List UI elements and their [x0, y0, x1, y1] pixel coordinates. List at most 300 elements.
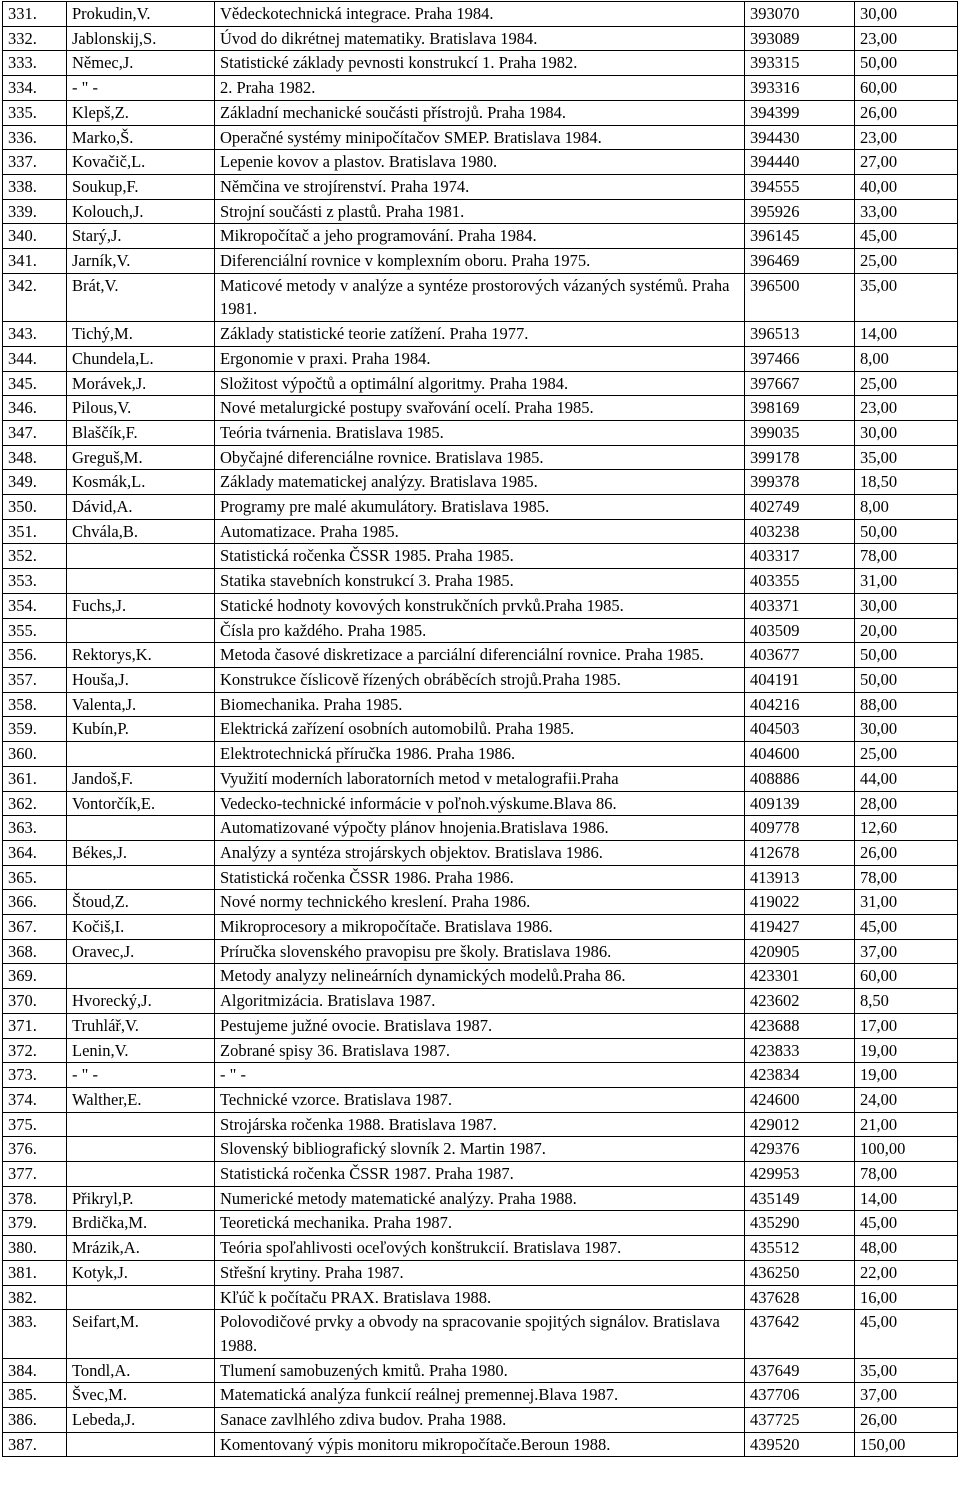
table-row — [3, 865, 958, 890]
price-cell: 19,00 — [855, 1038, 958, 1063]
inventory-number: 399035 — [745, 420, 855, 445]
book-catalog-table — [2, 1, 958, 1457]
inventory-number: 402749 — [745, 495, 855, 520]
table-row — [3, 495, 958, 520]
entry-number: 376. — [3, 1137, 67, 1162]
inventory-number: 397466 — [745, 346, 855, 371]
entry-number: 336. — [3, 125, 67, 150]
table-row — [3, 890, 958, 915]
title-cell: Statické hodnoty kovových konstrukčních prvků.Praha 1985. — [215, 593, 745, 618]
title-cell: Obyčajné diferenciálne rovnice. Bratislava 1985. — [215, 445, 745, 470]
table-row — [3, 1186, 958, 1211]
price-cell: 50,00 — [855, 667, 958, 692]
table-row — [3, 26, 958, 51]
entry-number: 361. — [3, 766, 67, 791]
title-cell: Lepenie kovov a plastov. Bratislava 1980. — [215, 150, 745, 175]
entry-number: 360. — [3, 742, 67, 767]
title-cell: Analýzy a syntéza strojárskych objektov. Bratislava 1986. — [215, 840, 745, 865]
author-cell: Dávid,A. — [67, 495, 215, 520]
price-cell: 28,00 — [855, 791, 958, 816]
price-cell: 45,00 — [855, 1211, 958, 1236]
author-cell: Kolouch,J. — [67, 199, 215, 224]
entry-number: 366. — [3, 890, 67, 915]
author-cell: Jarník,V. — [67, 249, 215, 274]
author-cell: Kubín,P. — [67, 717, 215, 742]
price-cell: 60,00 — [855, 76, 958, 101]
title-cell: Vědeckotechnická integrace. Praha 1984. — [215, 2, 745, 27]
table-row — [3, 396, 958, 421]
title-cell: Matematická analýza funkcií reálnej premennej.Blava 1987. — [215, 1383, 745, 1408]
table-row — [3, 569, 958, 594]
inventory-number: 423688 — [745, 1013, 855, 1038]
author-cell: Brát,V. — [67, 273, 215, 321]
price-cell: 35,00 — [855, 273, 958, 321]
entry-number: 373. — [3, 1063, 67, 1088]
author-cell: Békes,J. — [67, 840, 215, 865]
table-row — [3, 766, 958, 791]
table-row — [3, 915, 958, 940]
title-cell: Zobrané spisy 36. Bratislava 1987. — [215, 1038, 745, 1063]
author-cell: Kotyk,J. — [67, 1260, 215, 1285]
price-cell: 19,00 — [855, 1063, 958, 1088]
entry-number: 339. — [3, 199, 67, 224]
author-cell — [67, 865, 215, 890]
title-cell: 2. Praha 1982. — [215, 76, 745, 101]
inventory-number: 404600 — [745, 742, 855, 767]
table-row — [3, 667, 958, 692]
author-cell — [67, 742, 215, 767]
price-cell: 150,00 — [855, 1432, 958, 1457]
inventory-number: 423833 — [745, 1038, 855, 1063]
price-cell: 33,00 — [855, 199, 958, 224]
table-row — [3, 717, 958, 742]
inventory-number: 396469 — [745, 249, 855, 274]
entry-number: 386. — [3, 1408, 67, 1433]
author-cell: Brdička,M. — [67, 1211, 215, 1236]
entry-number: 331. — [3, 2, 67, 27]
table-row — [3, 1087, 958, 1112]
entry-number: 332. — [3, 26, 67, 51]
entry-number: 354. — [3, 593, 67, 618]
inventory-number: 429012 — [745, 1112, 855, 1137]
table-row — [3, 2, 958, 27]
inventory-number: 393315 — [745, 51, 855, 76]
title-cell: Tlumení samobuzených kmitů. Praha 1980. — [215, 1358, 745, 1383]
price-cell: 48,00 — [855, 1236, 958, 1261]
inventory-number: 403238 — [745, 519, 855, 544]
title-cell: Kľúč k počítaču PRAX. Bratislava 1988. — [215, 1285, 745, 1310]
inventory-number: 437628 — [745, 1285, 855, 1310]
author-cell — [67, 544, 215, 569]
table-row — [3, 593, 958, 618]
title-cell: Automatizované výpočty plánov hnojenia.Bratislava 1986. — [215, 816, 745, 841]
table-row — [3, 816, 958, 841]
title-cell: Střešní krytiny. Praha 1987. — [215, 1260, 745, 1285]
price-cell: 30,00 — [855, 717, 958, 742]
author-cell: Lebeda,J. — [67, 1408, 215, 1433]
inventory-number: 439520 — [745, 1432, 855, 1457]
price-cell: 78,00 — [855, 865, 958, 890]
title-cell: Maticové metody v analýze a syntéze prostorových vázaných systémů. Praha 1981. — [215, 273, 745, 321]
author-cell — [67, 618, 215, 643]
title-cell: Numerické metody matematické analýzy. Praha 1988. — [215, 1186, 745, 1211]
price-cell: 45,00 — [855, 1310, 958, 1358]
inventory-number: 393316 — [745, 76, 855, 101]
price-cell: 17,00 — [855, 1013, 958, 1038]
inventory-number: 412678 — [745, 840, 855, 865]
table-row — [3, 346, 958, 371]
table-row — [3, 150, 958, 175]
title-cell: Komentovaný výpis monitoru mikropočítače.Beroun 1988. — [215, 1432, 745, 1457]
author-cell: Němec,J. — [67, 51, 215, 76]
title-cell: Metoda časové diskretizace a parciální diferenciální rovnice. Praha 1985. — [215, 643, 745, 668]
inventory-number: 420905 — [745, 939, 855, 964]
inventory-number: 404216 — [745, 692, 855, 717]
table-row — [3, 519, 958, 544]
author-cell — [67, 964, 215, 989]
entry-number: 359. — [3, 717, 67, 742]
author-cell: Soukup,F. — [67, 174, 215, 199]
price-cell: 50,00 — [855, 643, 958, 668]
author-cell — [67, 569, 215, 594]
table-row — [3, 742, 958, 767]
title-cell: Konstrukce číslicově řízených obráběcích strojů.Praha 1985. — [215, 667, 745, 692]
author-cell: Blaščík,F. — [67, 420, 215, 445]
inventory-number: 409139 — [745, 791, 855, 816]
title-cell: Využití moderních laboratorních metod v metalografii.Praha — [215, 766, 745, 791]
entry-number: 357. — [3, 667, 67, 692]
table-row — [3, 1310, 958, 1358]
title-cell: Automatizace. Praha 1985. — [215, 519, 745, 544]
author-cell: - " - — [67, 76, 215, 101]
entry-number: 365. — [3, 865, 67, 890]
price-cell: 25,00 — [855, 742, 958, 767]
author-cell — [67, 1432, 215, 1457]
title-cell: Vedecko-technické informácie v poľnoh.výskume.Blava 86. — [215, 791, 745, 816]
table-row — [3, 1162, 958, 1187]
entry-number: 356. — [3, 643, 67, 668]
author-cell: - " - — [67, 1063, 215, 1088]
author-cell: Fuchs,J. — [67, 593, 215, 618]
title-cell: Sanace zavlhlého zdiva budov. Praha 1988. — [215, 1408, 745, 1433]
inventory-number: 437649 — [745, 1358, 855, 1383]
entry-number: 337. — [3, 150, 67, 175]
title-cell: Statistické základy pevnosti konstrukcí 1. Praha 1982. — [215, 51, 745, 76]
author-cell: Kovačič,L. — [67, 150, 215, 175]
author-cell: Švec,M. — [67, 1383, 215, 1408]
author-cell: Prokudin,V. — [67, 2, 215, 27]
price-cell: 26,00 — [855, 100, 958, 125]
price-cell: 30,00 — [855, 593, 958, 618]
price-cell: 45,00 — [855, 224, 958, 249]
inventory-number: 397667 — [745, 371, 855, 396]
price-cell: 30,00 — [855, 2, 958, 27]
inventory-number: 404503 — [745, 717, 855, 742]
catalog-body — [3, 2, 958, 1457]
price-cell: 8,50 — [855, 989, 958, 1014]
price-cell: 100,00 — [855, 1137, 958, 1162]
table-row — [3, 1358, 958, 1383]
inventory-number: 396145 — [745, 224, 855, 249]
entry-number: 381. — [3, 1260, 67, 1285]
title-cell: Statistická ročenka ČSSR 1985. Praha 1985. — [215, 544, 745, 569]
author-cell: Rektorys,K. — [67, 643, 215, 668]
price-cell: 16,00 — [855, 1285, 958, 1310]
table-row — [3, 273, 958, 321]
table-row — [3, 643, 958, 668]
entry-number: 387. — [3, 1432, 67, 1457]
title-cell: Ergonomie v praxi. Praha 1984. — [215, 346, 745, 371]
price-cell: 37,00 — [855, 939, 958, 964]
title-cell: Statika stavebních konstrukcí 3. Praha 1985. — [215, 569, 745, 594]
price-cell: 25,00 — [855, 249, 958, 274]
table-row — [3, 1137, 958, 1162]
price-cell: 18,50 — [855, 470, 958, 495]
title-cell: Teória spoľahlivosti oceľových konštrukcií. Bratislava 1987. — [215, 1236, 745, 1261]
inventory-number: 393089 — [745, 26, 855, 51]
table-row — [3, 692, 958, 717]
author-cell: Přikryl,P. — [67, 1186, 215, 1211]
price-cell: 31,00 — [855, 890, 958, 915]
table-row — [3, 939, 958, 964]
inventory-number: 419022 — [745, 890, 855, 915]
price-cell: 8,00 — [855, 346, 958, 371]
entry-number: 377. — [3, 1162, 67, 1187]
author-cell: Pilous,V. — [67, 396, 215, 421]
price-cell: 22,00 — [855, 1260, 958, 1285]
title-cell: Operačné systémy minipočítačov SMEP. Bratislava 1984. — [215, 125, 745, 150]
price-cell: 14,00 — [855, 1186, 958, 1211]
price-cell: 60,00 — [855, 964, 958, 989]
price-cell: 50,00 — [855, 519, 958, 544]
inventory-number: 403355 — [745, 569, 855, 594]
entry-number: 340. — [3, 224, 67, 249]
inventory-number: 403509 — [745, 618, 855, 643]
table-row — [3, 322, 958, 347]
title-cell: Polovodičové prvky a obvody na spracovanie spojitých signálov. Bratislava 1988. — [215, 1310, 745, 1358]
entry-number: 379. — [3, 1211, 67, 1236]
author-cell — [67, 1137, 215, 1162]
title-cell: Pestujeme južné ovocie. Bratislava 1987. — [215, 1013, 745, 1038]
inventory-number: 435149 — [745, 1186, 855, 1211]
entry-number: 335. — [3, 100, 67, 125]
entry-number: 338. — [3, 174, 67, 199]
author-cell — [67, 1285, 215, 1310]
inventory-number: 413913 — [745, 865, 855, 890]
table-row — [3, 470, 958, 495]
inventory-number: 437725 — [745, 1408, 855, 1433]
entry-number: 343. — [3, 322, 67, 347]
inventory-number: 423301 — [745, 964, 855, 989]
entry-number: 370. — [3, 989, 67, 1014]
price-cell: 14,00 — [855, 322, 958, 347]
table-row — [3, 1285, 958, 1310]
table-row — [3, 125, 958, 150]
table-row — [3, 1211, 958, 1236]
table-row — [3, 1236, 958, 1261]
entry-number: 334. — [3, 76, 67, 101]
inventory-number: 437706 — [745, 1383, 855, 1408]
table-row — [3, 224, 958, 249]
entry-number: 346. — [3, 396, 67, 421]
entry-number: 364. — [3, 840, 67, 865]
inventory-number: 394555 — [745, 174, 855, 199]
entry-number: 348. — [3, 445, 67, 470]
entry-number: 372. — [3, 1038, 67, 1063]
inventory-number: 398169 — [745, 396, 855, 421]
entry-number: 352. — [3, 544, 67, 569]
table-row — [3, 199, 958, 224]
title-cell: Základy statistické teorie zatížení. Praha 1977. — [215, 322, 745, 347]
author-cell: Valenta,J. — [67, 692, 215, 717]
author-cell: Kosmák,L. — [67, 470, 215, 495]
entry-number: 374. — [3, 1087, 67, 1112]
inventory-number: 404191 — [745, 667, 855, 692]
inventory-number: 437642 — [745, 1310, 855, 1358]
entry-number: 342. — [3, 273, 67, 321]
price-cell: 30,00 — [855, 420, 958, 445]
inventory-number: 393070 — [745, 2, 855, 27]
entry-number: 385. — [3, 1383, 67, 1408]
title-cell: Základy matematickej analýzy. Bratislava 1985. — [215, 470, 745, 495]
price-cell: 78,00 — [855, 1162, 958, 1187]
title-cell: Biomechanika. Praha 1985. — [215, 692, 745, 717]
table-row — [3, 445, 958, 470]
table-row — [3, 1408, 958, 1433]
author-cell: Morávek,J. — [67, 371, 215, 396]
inventory-number: 419427 — [745, 915, 855, 940]
title-cell: Složitost výpočtů a optimální algoritmy. Praha 1984. — [215, 371, 745, 396]
price-cell: 24,00 — [855, 1087, 958, 1112]
author-cell — [67, 1112, 215, 1137]
table-row — [3, 76, 958, 101]
entry-number: 369. — [3, 964, 67, 989]
inventory-number: 409778 — [745, 816, 855, 841]
author-cell: Chvála,B. — [67, 519, 215, 544]
title-cell: Algoritmizácia. Bratislava 1987. — [215, 989, 745, 1014]
entry-number: 355. — [3, 618, 67, 643]
inventory-number: 423834 — [745, 1063, 855, 1088]
title-cell: Základní mechanické součásti přístrojů. Praha 1984. — [215, 100, 745, 125]
entry-number: 371. — [3, 1013, 67, 1038]
author-cell: Jablonskij,S. — [67, 26, 215, 51]
author-cell — [67, 1162, 215, 1187]
author-cell: Vontorčík,E. — [67, 791, 215, 816]
price-cell: 27,00 — [855, 150, 958, 175]
price-cell: 45,00 — [855, 915, 958, 940]
title-cell: Programy pre malé akumulátory. Bratislava 1985. — [215, 495, 745, 520]
inventory-number: 396513 — [745, 322, 855, 347]
title-cell: Diferenciální rovnice v komplexním oboru. Praha 1975. — [215, 249, 745, 274]
table-row — [3, 1112, 958, 1137]
table-row — [3, 1260, 958, 1285]
inventory-number: 396500 — [745, 273, 855, 321]
entry-number: 363. — [3, 816, 67, 841]
author-cell: Tondl,A. — [67, 1358, 215, 1383]
inventory-number: 408886 — [745, 766, 855, 791]
entry-number: 344. — [3, 346, 67, 371]
table-row — [3, 1432, 958, 1457]
inventory-number: 399378 — [745, 470, 855, 495]
table-row — [3, 51, 958, 76]
entry-number: 378. — [3, 1186, 67, 1211]
table-row — [3, 618, 958, 643]
price-cell: 26,00 — [855, 840, 958, 865]
entry-number: 351. — [3, 519, 67, 544]
title-cell: Metody analyzy nelineárních dynamických modelů.Praha 86. — [215, 964, 745, 989]
inventory-number: 429953 — [745, 1162, 855, 1187]
entry-number: 347. — [3, 420, 67, 445]
entry-number: 383. — [3, 1310, 67, 1358]
author-cell: Houša,J. — [67, 667, 215, 692]
inventory-number: 394440 — [745, 150, 855, 175]
title-cell: Úvod do dikrétnej matematiky. Bratislava 1984. — [215, 26, 745, 51]
inventory-number: 436250 — [745, 1260, 855, 1285]
author-cell: Hvorecký,J. — [67, 989, 215, 1014]
title-cell: Elektrotechnická příručka 1986. Praha 1986. — [215, 742, 745, 767]
inventory-number: 435512 — [745, 1236, 855, 1261]
author-cell: Walther,E. — [67, 1087, 215, 1112]
entry-number: 350. — [3, 495, 67, 520]
title-cell: Čísla pro každého. Praha 1985. — [215, 618, 745, 643]
table-row — [3, 989, 958, 1014]
entry-number: 384. — [3, 1358, 67, 1383]
entry-number: 353. — [3, 569, 67, 594]
title-cell: Statistická ročenka ČSSR 1986. Praha 1986. — [215, 865, 745, 890]
author-cell — [67, 816, 215, 841]
price-cell: 35,00 — [855, 445, 958, 470]
author-cell: Greguš,M. — [67, 445, 215, 470]
inventory-number: 394399 — [745, 100, 855, 125]
table-row — [3, 371, 958, 396]
title-cell: Teoretická mechanika. Praha 1987. — [215, 1211, 745, 1236]
title-cell: Strojárska ročenka 1988. Bratislava 1987. — [215, 1112, 745, 1137]
author-cell: Chundela,L. — [67, 346, 215, 371]
inventory-number: 403317 — [745, 544, 855, 569]
title-cell: Nové metalurgické postupy svařování ocelí. Praha 1985. — [215, 396, 745, 421]
title-cell: Němčina ve strojírenství. Praha 1974. — [215, 174, 745, 199]
table-row — [3, 420, 958, 445]
inventory-number: 403371 — [745, 593, 855, 618]
entry-number: 382. — [3, 1285, 67, 1310]
author-cell: Mrázik,A. — [67, 1236, 215, 1261]
table-row — [3, 100, 958, 125]
author-cell: Truhlář,V. — [67, 1013, 215, 1038]
title-cell: Mikroprocesory a mikropočítače. Bratislava 1986. — [215, 915, 745, 940]
entry-number: 367. — [3, 915, 67, 940]
title-cell: Technické vzorce. Bratislava 1987. — [215, 1087, 745, 1112]
price-cell: 25,00 — [855, 371, 958, 396]
price-cell: 37,00 — [855, 1383, 958, 1408]
entry-number: 368. — [3, 939, 67, 964]
entry-number: 349. — [3, 470, 67, 495]
author-cell: Kočiš,I. — [67, 915, 215, 940]
price-cell: 23,00 — [855, 125, 958, 150]
entry-number: 345. — [3, 371, 67, 396]
title-cell: Slovenský bibliografický slovník 2. Martin 1987. — [215, 1137, 745, 1162]
entry-number: 333. — [3, 51, 67, 76]
entry-number: 358. — [3, 692, 67, 717]
author-cell: Starý,J. — [67, 224, 215, 249]
author-cell: Jandoš,F. — [67, 766, 215, 791]
inventory-number: 403677 — [745, 643, 855, 668]
title-cell: Teória tvárnenia. Bratislava 1985. — [215, 420, 745, 445]
inventory-number: 399178 — [745, 445, 855, 470]
table-row — [3, 1038, 958, 1063]
title-cell: - " - — [215, 1063, 745, 1088]
entry-number: 375. — [3, 1112, 67, 1137]
price-cell: 40,00 — [855, 174, 958, 199]
